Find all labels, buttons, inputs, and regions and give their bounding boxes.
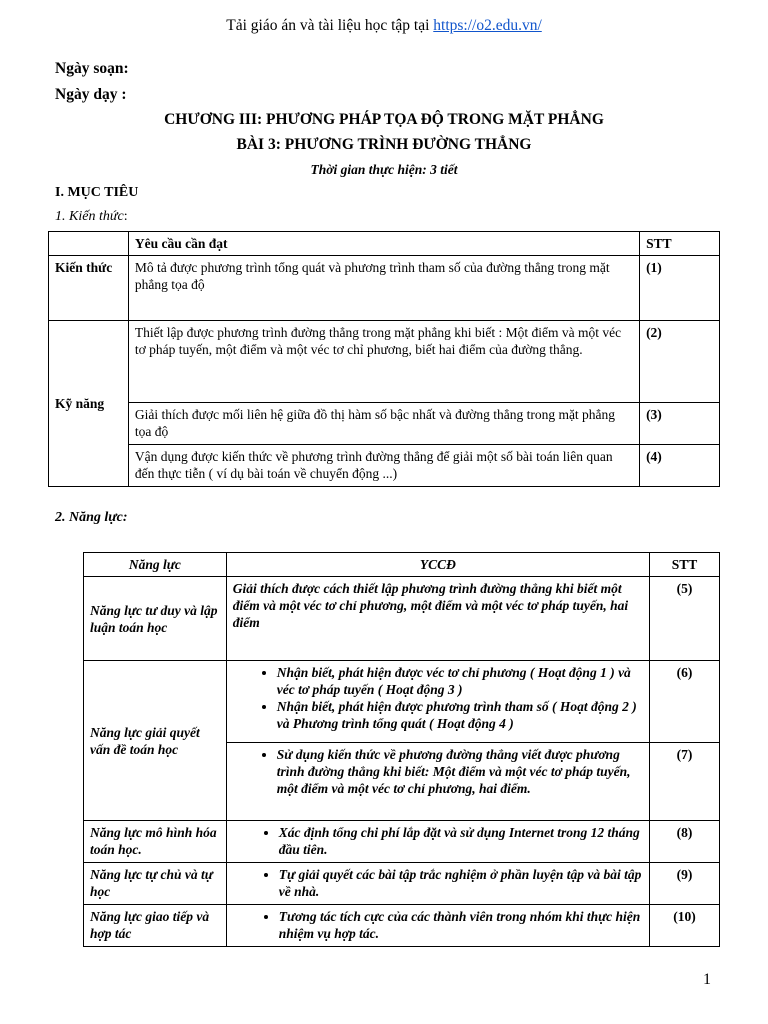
- page-header: [0, 17, 768, 35]
- list-item: • Tương tác tích cực của các thành viên trong nhóm khi thực hiện nhiệm vụ hợp tác.: [279, 908, 643, 942]
- group-cell: Năng lực mô hình hóa toán học.: [84, 821, 227, 863]
- stt-cell: (7): [650, 743, 720, 821]
- list-item: • Xác định tổng chi phí lắp đặt và sử dụng Internet trong 12 tháng đầu tiên.: [279, 824, 643, 858]
- table-row: [49, 445, 720, 487]
- header-link[interactable]: https://o2.edu.vn/: [433, 17, 542, 34]
- bullet-list: [233, 746, 643, 797]
- header-cell: Năng lực: [84, 553, 227, 577]
- ngay-soan: Ngày soạn:: [55, 60, 129, 77]
- requirement-cell: [226, 743, 649, 821]
- stt-cell: (9): [650, 863, 720, 905]
- lesson-title: BÀI 3: PHƯƠNG TRÌNH ĐƯỜNG THẲNG: [236, 136, 532, 153]
- section-heading: I. MỤC TIÊU: [55, 185, 139, 200]
- sub-heading-colon: :: [123, 209, 128, 224]
- table-row: [84, 577, 720, 661]
- stt-cell: (6): [650, 661, 720, 743]
- knowledge-table: [48, 231, 720, 487]
- table-row: [84, 661, 720, 743]
- stt-cell: (10): [650, 905, 720, 947]
- group-cell: Năng lực tự chủ và tự học: [84, 863, 227, 905]
- requirement-cell: [226, 905, 649, 947]
- list-item: • Sử dụng kiến thức về phương đường thẳng viết được phương trình đường thẳng khi biết: Một điểm và một véc tơ pháp tuyến, một điểm và một véc tơ chỉ phương, hai điểm.: [277, 746, 643, 797]
- group-cell: Năng lực tư duy và lập luận toán học: [84, 577, 227, 661]
- ngay-day: Ngày dạy :: [55, 86, 127, 103]
- sub-heading-knowledge-label: 1. Kiến thức: [55, 209, 124, 224]
- page-number: 1: [703, 971, 711, 988]
- table-header-row: [84, 553, 720, 577]
- stt-cell: (8): [650, 821, 720, 863]
- duration: Thời gian thực hiện: 3 tiết: [310, 162, 458, 177]
- requirement-cell: [226, 661, 649, 743]
- table-row: [84, 821, 720, 863]
- group-cell: Kỹ năng: [49, 321, 129, 487]
- list-item: • Nhận biết, phát hiện được véc tơ chỉ phương ( Hoạt động 1 ) và véc tơ pháp tuyến ( Hoạt động 3 ): [277, 664, 643, 698]
- requirement-cell: [226, 863, 649, 905]
- bullet-list: [233, 824, 643, 858]
- stt-cell: (1): [640, 256, 720, 321]
- bullet-list: [233, 866, 643, 900]
- bullet-list: [233, 664, 643, 732]
- requirement-cell: [226, 821, 649, 863]
- list-item: • Tự giải quyết các bài tập trắc nghiệm ở phần luyện tập và bài tập về nhà.: [279, 866, 643, 900]
- header-cell: STT: [640, 232, 720, 256]
- competency-table: [83, 552, 720, 947]
- stt-cell: (2): [640, 321, 720, 403]
- group-cell: Kiến thức: [49, 256, 129, 321]
- list-item: • Nhận biết, phát hiện được phương trình tham số ( Hoạt động 2 ) và Phương trình tổng quát ( Hoạt động 4 ): [277, 698, 643, 732]
- requirement-cell: Thiết lập được phương trình đường thẳng trong mặt phẳng khi biết : Một điểm và một véc tơ pháp tuyến, một điểm và một véc tơ chỉ phương, biết hai điểm của đường thẳng.: [128, 321, 639, 403]
- stt-cell: (5): [650, 577, 720, 661]
- table-row: [49, 403, 720, 445]
- header-text: Tải giáo án và tài liệu học tập tại: [226, 17, 434, 34]
- requirement-cell: Giải thích được cách thiết lập phương trình đường thẳng khi biết một điểm và một véc tơ chỉ phương, một điểm và một véc tơ pháp tuyến, hai điểm: [226, 577, 649, 661]
- sub-heading-knowledge: [55, 209, 128, 225]
- stt-cell: (4): [640, 445, 720, 487]
- stt-cell: (3): [640, 403, 720, 445]
- group-cell: Năng lực giải quyết vấn đề toán học: [84, 661, 227, 821]
- table-row: [49, 321, 720, 403]
- header-cell: STT: [650, 553, 720, 577]
- bullet-list: [233, 908, 643, 942]
- table-header-row: [49, 232, 720, 256]
- header-cell: Yêu cầu cần đạt: [128, 232, 639, 256]
- header-cell: YCCĐ: [226, 553, 649, 577]
- chapter-title: CHƯƠNG III: PHƯƠNG PHÁP TỌA ĐỘ TRONG MẶT PHẲNG: [164, 111, 604, 128]
- header-cell: [49, 232, 129, 256]
- requirement-cell: Mô tả được phương trình tổng quát và phương trình tham số của đường thẳng trong mặt phẳng tọa độ: [128, 256, 639, 321]
- group-cell: Năng lực giao tiếp và hợp tác: [84, 905, 227, 947]
- requirement-cell: Giải thích được mối liên hệ giữa đồ thị hàm số bậc nhất và đường thẳng trong mặt phẳng tọa độ: [128, 403, 639, 445]
- table-row: [84, 905, 720, 947]
- table-row: [49, 256, 720, 321]
- requirement-cell: Vận dụng được kiến thức về phương trình đường thẳng để giải một số bài toán liên quan đến thực tiễn ( ví dụ bài toán về chuyển động ...): [128, 445, 639, 487]
- table-row: [84, 863, 720, 905]
- sub-heading-competency: 2. Năng lực:: [55, 510, 128, 525]
